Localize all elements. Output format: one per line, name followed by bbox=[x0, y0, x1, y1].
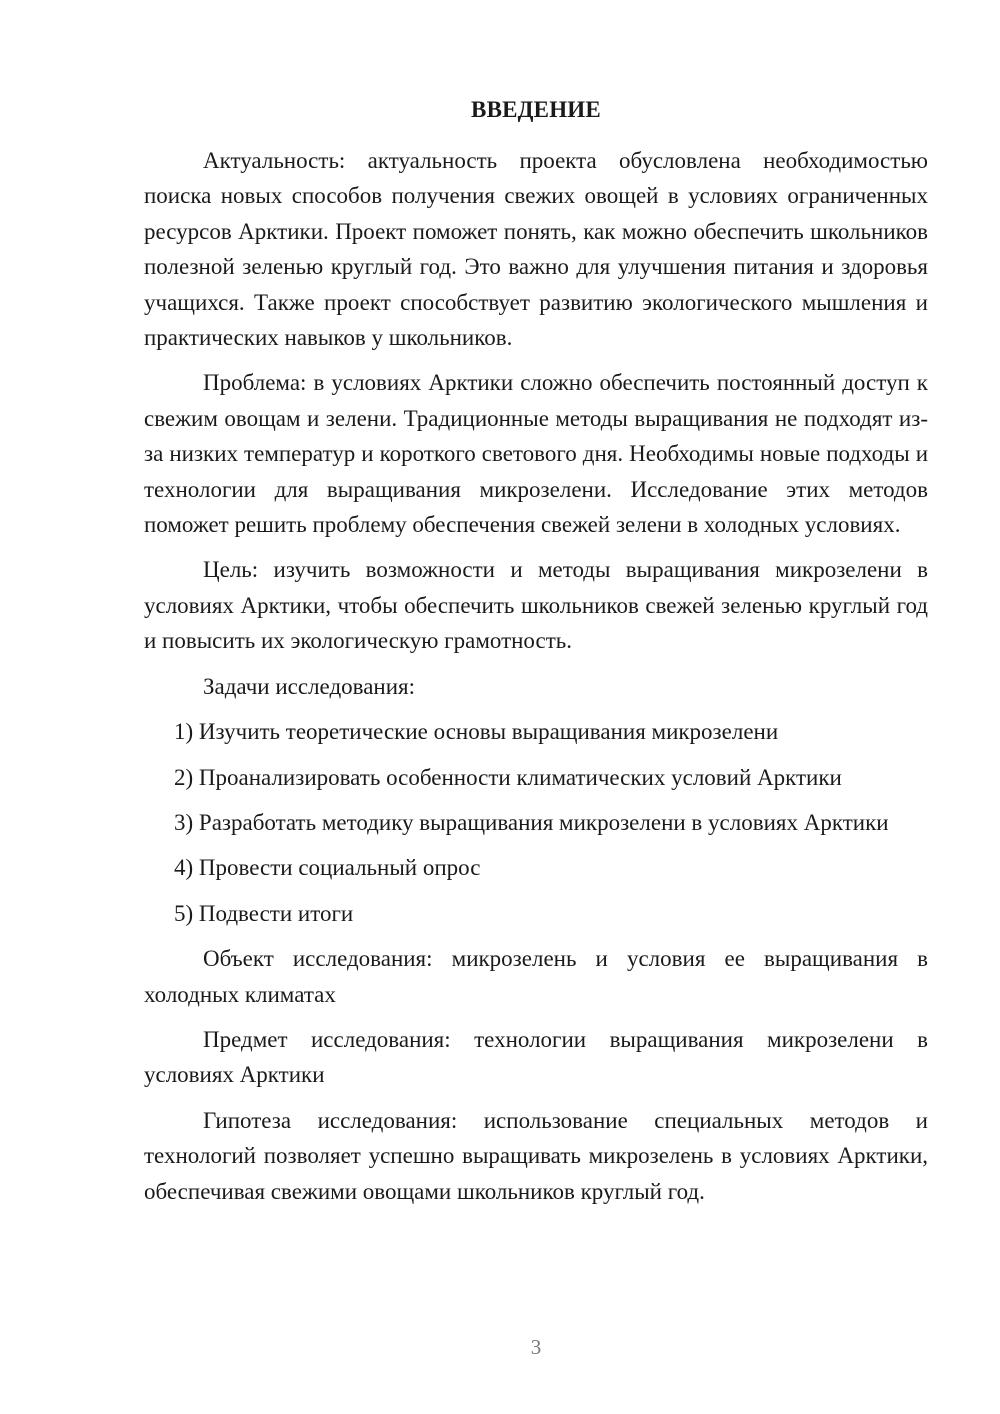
goal-paragraph: Цель: изучить возможности и методы выращивания микрозелени в условиях Арктики, чтобы обеспечить школьников свежей зеленью круглый год и повысить их экологическую грамотность. bbox=[144, 557, 928, 654]
page-title: ВВЕДЕНИЕ bbox=[471, 97, 601, 122]
hypothesis-paragraph: Гипотеза исследования: использование специальных методов и технологий позволяет успешно выращивать микрозелень в условиях Арктики, обеспечивая свежими овощами школьников круглый год. bbox=[144, 1107, 928, 1204]
task-item: 5) Подвести итоги bbox=[174, 900, 354, 926]
object-paragraph: Объект исследования: микрозелень и условия ее выращивания в холодных климатах bbox=[144, 946, 928, 1007]
document-body bbox=[144, 143, 928, 1219]
task-item: 2) Проанализировать особенности климатических условий Арктики bbox=[174, 764, 842, 790]
task-item: 1) Изучить теоретические основы выращивания микрозелени bbox=[174, 719, 779, 745]
task-item: 4) Провести социальный опрос bbox=[174, 855, 481, 881]
relevance-paragraph: Актуальность: актуальность проекта обусловлена необходимостью поиска новых способов получения свежих овощей в условиях ограниченных ресурсов Арктики. Проект поможет понять, как можно обеспечить школьников полезной зеленью круглый год. Это важно для улучшения питания и здоровья учащихся. Также проект способствует развитию экологического мышления и практических навыков у школьников. bbox=[144, 148, 928, 351]
document-page bbox=[144, 0, 928, 1414]
problem-paragraph: Проблема: в условиях Арктики сложно обеспечить постоянный доступ к свежим овощам и зелени. Традиционные методы выращивания не подходят из-за низких температур и короткого светового дня. Необходимы новые подходы и технологии для выращивания микрозелени. Исследование этих методов поможет решить проблему обеспечения свежей зелени в холодных условиях. bbox=[144, 370, 928, 538]
subject-paragraph: Предмет исследования: технологии выращивания микрозелени в условиях Арктики bbox=[144, 1026, 928, 1088]
page-number: 3 bbox=[530, 1335, 542, 1359]
tasks-title: Задачи исследования: bbox=[203, 673, 416, 699]
task-item: 3) Разработать методику выращивания микрозелени в условиях Арктики bbox=[174, 809, 889, 835]
